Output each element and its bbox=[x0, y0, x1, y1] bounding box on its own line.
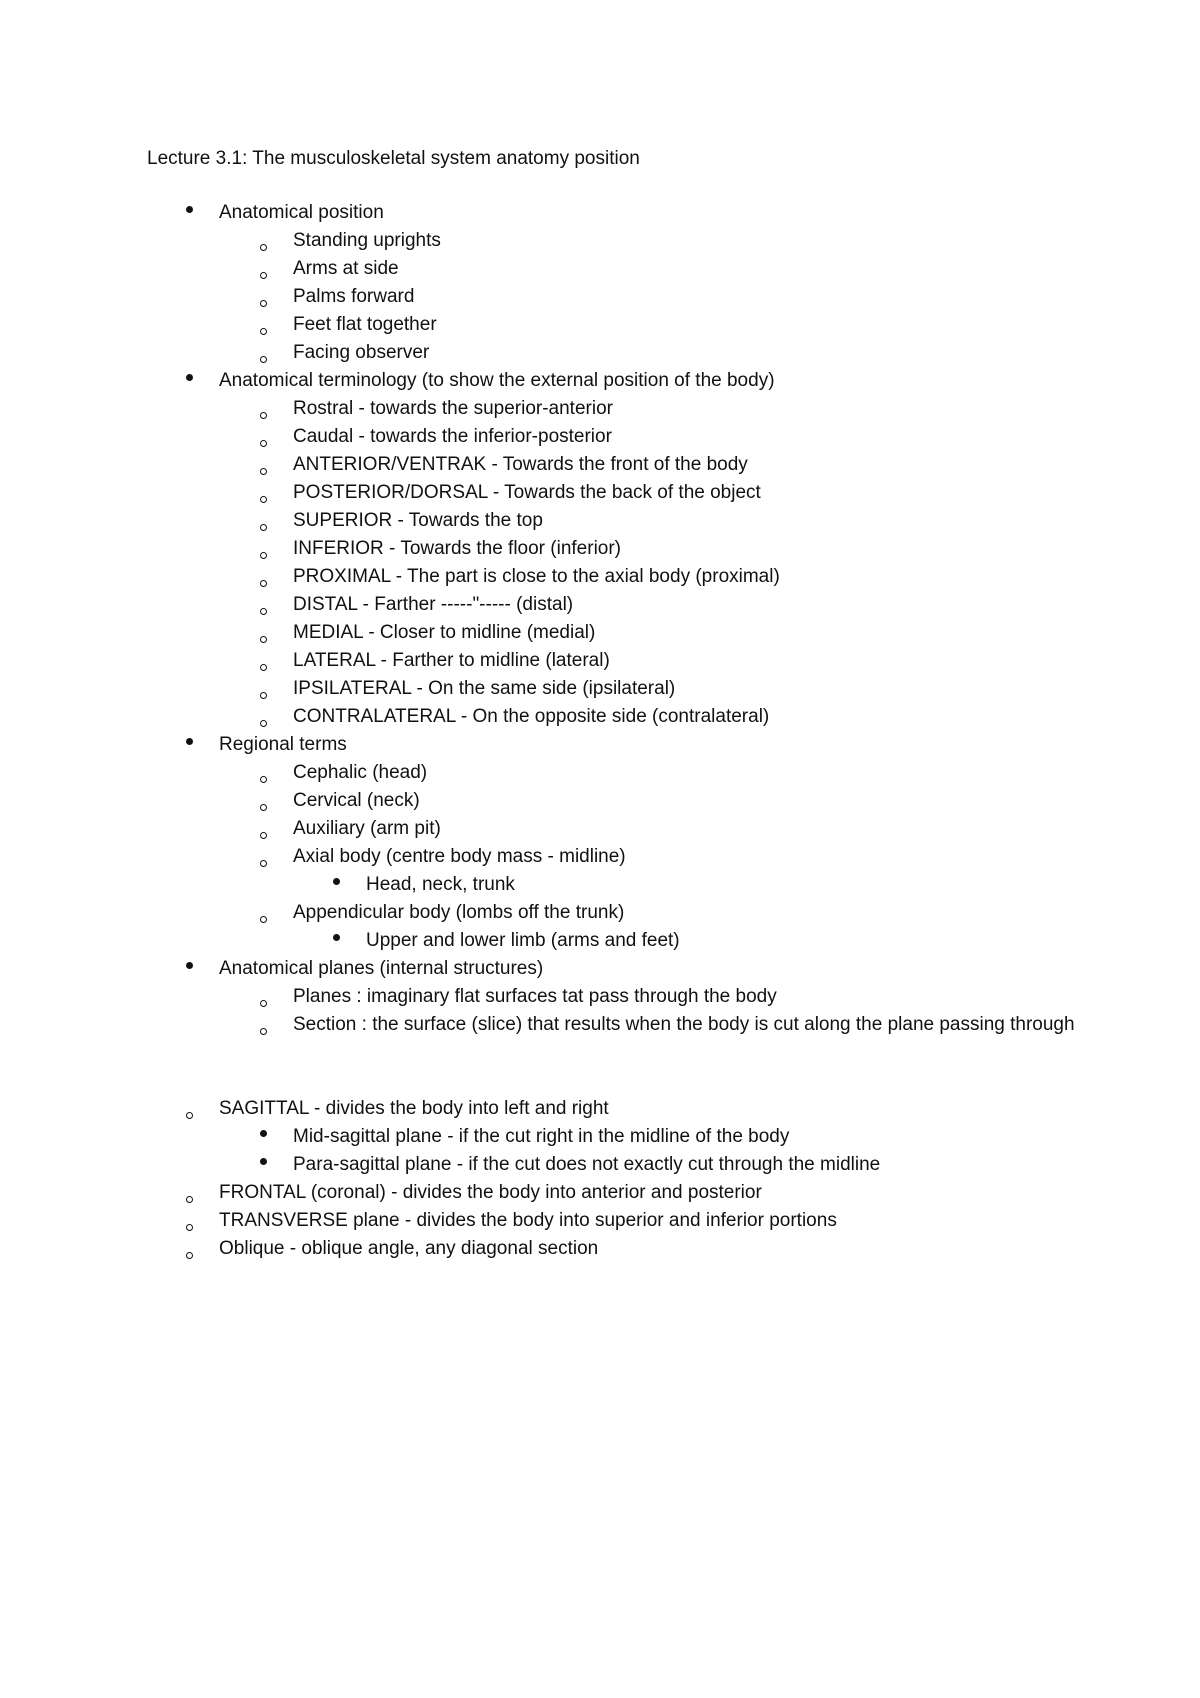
bullet-icon bbox=[186, 374, 193, 381]
list-item: PROXIMAL - The part is close to the axial body (proximal) bbox=[293, 566, 780, 587]
bullet-icon bbox=[186, 738, 193, 745]
sub-bullet-icon bbox=[260, 328, 267, 335]
sub-bullet-icon bbox=[260, 552, 267, 559]
list-item: Palms forward bbox=[293, 286, 415, 307]
sub-bullet-icon bbox=[260, 272, 267, 279]
bullet-icon bbox=[333, 878, 340, 885]
list-item: DISTAL - Farther -----"----- (distal) bbox=[293, 594, 574, 615]
list-item: LATERAL - Farther to midline (lateral) bbox=[293, 650, 610, 671]
list-item: Caudal - towards the inferior-posterior bbox=[293, 426, 612, 447]
list-item: Auxiliary (arm pit) bbox=[293, 818, 441, 839]
list-item: POSTERIOR/DORSAL - Towards the back of the object bbox=[293, 482, 761, 503]
list-item: Mid-sagittal plane - if the cut right in the midline of the body bbox=[293, 1126, 790, 1147]
sub-bullet-icon bbox=[260, 608, 267, 615]
list-item: Head, neck, trunk bbox=[366, 874, 515, 895]
sub-bullet-icon bbox=[260, 356, 267, 363]
sub-bullet-icon bbox=[260, 496, 267, 503]
list-item: Upper and lower limb (arms and feet) bbox=[366, 930, 680, 951]
page-title: Lecture 3.1: The musculoskeletal system anatomy position bbox=[147, 148, 640, 169]
list-item: MEDIAL - Closer to midline (medial) bbox=[293, 622, 596, 643]
bullet-icon bbox=[260, 1130, 267, 1137]
list-item: ANTERIOR/VENTRAK - Towards the front of the body bbox=[293, 454, 748, 475]
list-item: Rostral - towards the superior-anterior bbox=[293, 398, 613, 419]
list-item: Appendicular body (lombs off the trunk) bbox=[293, 902, 625, 923]
sub-bullet-icon bbox=[260, 916, 267, 923]
sub-bullet-icon bbox=[186, 1252, 193, 1259]
bullet-icon bbox=[260, 1158, 267, 1165]
sub-bullet-icon bbox=[260, 832, 267, 839]
sub-bullet-icon bbox=[260, 636, 267, 643]
plane-frontal: FRONTAL (coronal) - divides the body into anterior and posterior bbox=[219, 1182, 762, 1203]
section-anatomical-position: Anatomical position bbox=[219, 202, 384, 223]
list-item: Para-sagittal plane - if the cut does not exactly cut through the midline bbox=[293, 1154, 881, 1175]
sub-bullet-icon bbox=[186, 1112, 193, 1119]
sub-bullet-icon bbox=[260, 580, 267, 587]
sub-bullet-icon bbox=[260, 664, 267, 671]
sub-bullet-icon bbox=[260, 720, 267, 727]
plane-transverse: TRANSVERSE plane - divides the body into superior and inferior portions bbox=[219, 1210, 837, 1231]
list-item: Axial body (centre body mass - midline) bbox=[293, 846, 626, 867]
list-item: Feet flat together bbox=[293, 314, 437, 335]
list-item: Standing uprights bbox=[293, 230, 441, 251]
sub-bullet-icon bbox=[260, 860, 267, 867]
sub-bullet-icon bbox=[260, 1000, 267, 1007]
list-item: Planes : imaginary flat surfaces tat pass through the body bbox=[293, 986, 777, 1007]
sub-bullet-icon bbox=[186, 1196, 193, 1203]
section-regional-terms: Regional terms bbox=[219, 734, 347, 755]
sub-bullet-icon bbox=[260, 776, 267, 783]
list-item: CONTRALATERAL - On the opposite side (contralateral) bbox=[293, 706, 770, 727]
bullet-icon bbox=[186, 206, 193, 213]
plane-sagittal: SAGITTAL - divides the body into left and right bbox=[219, 1098, 609, 1119]
sub-bullet-icon bbox=[260, 440, 267, 447]
list-item: SUPERIOR - Towards the top bbox=[293, 510, 543, 531]
list-item: Cervical (neck) bbox=[293, 790, 420, 811]
list-item: Facing observer bbox=[293, 342, 430, 363]
sub-bullet-icon bbox=[260, 804, 267, 811]
sub-bullet-icon bbox=[260, 300, 267, 307]
bullet-icon bbox=[333, 934, 340, 941]
sub-bullet-icon bbox=[186, 1224, 193, 1231]
list-item: Arms at side bbox=[293, 258, 399, 279]
list-item: Cephalic (head) bbox=[293, 762, 428, 783]
sub-bullet-icon bbox=[260, 468, 267, 475]
sub-bullet-icon bbox=[260, 244, 267, 251]
sub-bullet-icon bbox=[260, 1028, 267, 1035]
sub-bullet-icon bbox=[260, 692, 267, 699]
sub-bullet-icon bbox=[260, 412, 267, 419]
list-item: Section : the surface (slice) that results when the body is cut along the plane passing through bbox=[293, 1014, 1075, 1035]
plane-oblique: Oblique - oblique angle, any diagonal section bbox=[219, 1238, 599, 1259]
section-anatomical-planes: Anatomical planes (internal structures) bbox=[219, 958, 544, 979]
list-item: IPSILATERAL - On the same side (ipsilateral) bbox=[293, 678, 676, 699]
list-item: INFERIOR - Towards the floor (inferior) bbox=[293, 538, 622, 559]
bullet-icon bbox=[186, 962, 193, 969]
sub-bullet-icon bbox=[260, 524, 267, 531]
section-anatomical-terminology: Anatomical terminology (to show the external position of the body) bbox=[219, 370, 775, 391]
